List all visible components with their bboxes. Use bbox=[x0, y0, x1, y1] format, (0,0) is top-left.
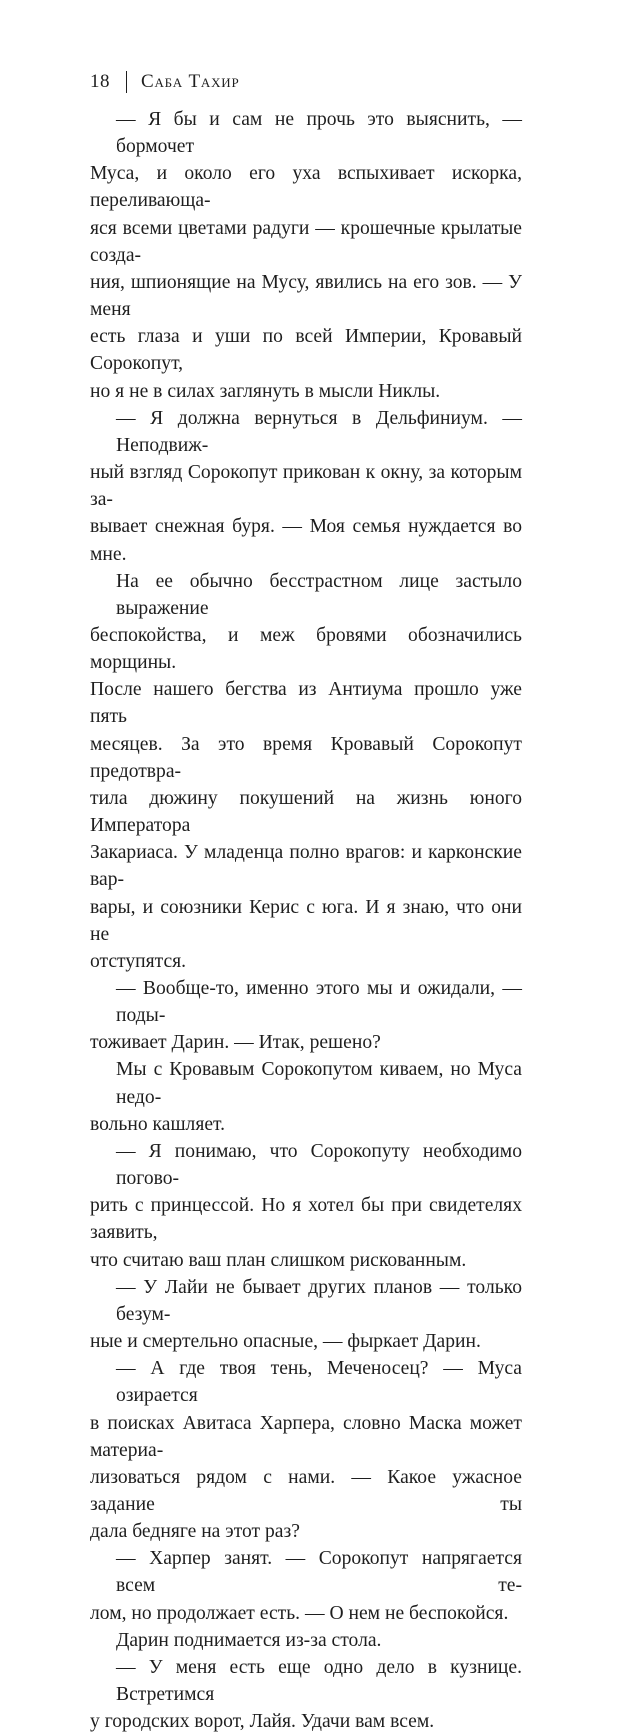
text-line: После нашего бегства из Антиума прошло уже пять bbox=[90, 679, 522, 728]
text-line: — Я понимаю, что Сорокопуту необходимо погово- bbox=[116, 1140, 522, 1190]
text-line: месяцев. За это время Кровавый Сорокопут предотвра- bbox=[90, 733, 522, 782]
paragraph bbox=[90, 405, 522, 568]
text-line: На ее обычно бесстрастном лице застыло выражение bbox=[116, 570, 522, 619]
text-line: Муса, и около его уха вспыхивает искорка, переливающа- bbox=[90, 163, 522, 212]
body-text bbox=[90, 106, 522, 1735]
text-line: у городских ворот, Лайя. Удачи вам всем. bbox=[90, 1711, 435, 1733]
text-line: вольно кашляет. bbox=[90, 1113, 226, 1135]
paragraph bbox=[90, 1274, 522, 1355]
text-line: яся всеми цветами радуги — крошечные крылатые созда- bbox=[90, 217, 522, 266]
paragraph bbox=[90, 1056, 522, 1137]
text-line: тоживает Дарин. — Итак, решено? bbox=[90, 1032, 381, 1054]
text-line: беспокойства, и меж бровями обозначились морщины. bbox=[90, 624, 522, 674]
text-line: тила дюжину покушений на жизнь юного Императора bbox=[90, 787, 522, 837]
text-line: в поисках Авитаса Харпера, словно Маска может материа- bbox=[90, 1412, 522, 1461]
paragraph bbox=[90, 1138, 522, 1274]
text-line: отступятся. bbox=[90, 950, 187, 972]
text-line: но я не в силах заглянуть в мысли Никлы. bbox=[90, 380, 441, 402]
text-line: дала бедняге на этот раз? bbox=[90, 1521, 300, 1543]
text-line: ные и смертельно опасные, — фыркает Дарин. bbox=[90, 1331, 481, 1353]
text-line: есть глаза и уши по всей Империи, Кровавый Сорокопут, bbox=[90, 326, 522, 375]
text-line: — Харпер занят. — Сорокопут напрягается всем те- bbox=[116, 1548, 522, 1597]
text-line: Дарин поднимается из-за стола. bbox=[116, 1629, 382, 1651]
text-line: лом, но продолжает есть. — О нем не беспокойся. bbox=[90, 1602, 509, 1624]
paragraph bbox=[90, 568, 522, 975]
text-line: лизоваться рядом с нами. — Какое ужасное задание ты bbox=[90, 1466, 522, 1515]
paragraph bbox=[90, 1654, 522, 1735]
text-line: вывает снежная буря. — Моя семья нуждается во мне. bbox=[90, 516, 522, 565]
book-author: Саба Тахир bbox=[141, 71, 240, 92]
text-line: ный взгляд Сорокопут прикован к окну, за которым за- bbox=[90, 462, 522, 511]
paragraph bbox=[90, 975, 522, 1056]
text-line: что считаю ваш план слишком рискованным. bbox=[90, 1249, 467, 1271]
running-head bbox=[90, 69, 240, 95]
text-line: ния, шпионящие на Мусу, явились на его зов. — У меня bbox=[90, 271, 522, 321]
paragraph bbox=[90, 1545, 522, 1626]
text-line: — А где твоя тень, Меченосец? — Муса озирается bbox=[116, 1358, 522, 1407]
text-line: Мы с Кровавым Сорокопутом киваем, но Муса недо- bbox=[116, 1059, 522, 1108]
text-line: рить с принцессой. Но я хотел бы при свидетелях заявить, bbox=[90, 1195, 522, 1244]
paragraph bbox=[90, 1627, 522, 1654]
text-line: — Я бы и сам не прочь это выяснить, — бормочет bbox=[116, 109, 522, 158]
text-line: вары, и союзники Керис с юга. И я знаю, что они не bbox=[90, 896, 522, 945]
paragraph bbox=[90, 106, 522, 405]
page-number: 18 bbox=[90, 71, 110, 92]
text-line: — У Лайи не бывает других планов — только безум- bbox=[116, 1276, 522, 1325]
text-line: Закариаса. У младенца полно врагов: и карконские вар- bbox=[90, 842, 522, 891]
text-line: — Вообще-то, именно этого мы и ожидали, — поды- bbox=[116, 978, 522, 1027]
header-divider bbox=[126, 71, 127, 93]
paragraph bbox=[90, 1355, 522, 1545]
text-line: — У меня есть еще одно дело в кузнице. Встретимся bbox=[116, 1656, 522, 1706]
text-line: — Я должна вернуться в Дельфиниум. — Неподвиж- bbox=[116, 407, 522, 456]
